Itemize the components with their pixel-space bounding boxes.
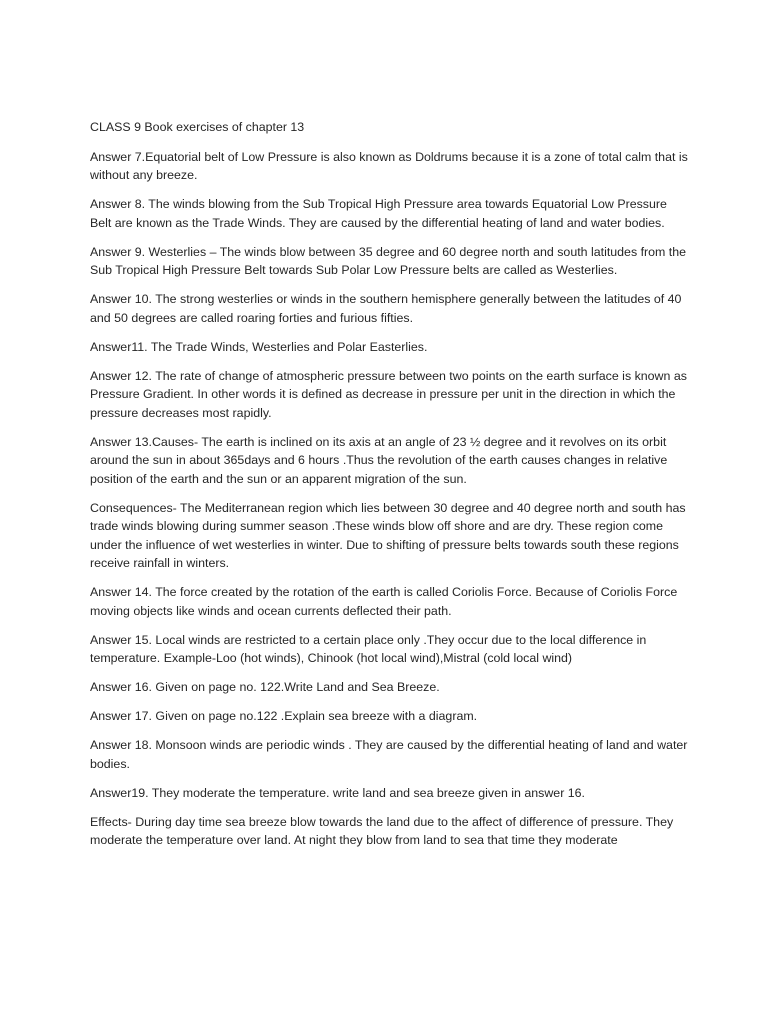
answer-7-paragraph: Answer 7.Equatorial belt of Low Pressure is also known as Doldrums because it is a zone of total calm that is without any breeze. bbox=[90, 149, 688, 182]
answer-14-paragraph: Answer 14. The force created by the rotation of the earth is called Coriolis Force. Because of Coriolis Force moving objects like winds and ocean currents deflected their path. bbox=[90, 585, 678, 618]
effects-paragraph: Effects- During day time sea breeze blow towards the land due to the affect of difference of pressure. They moderate the temperature over land. At night they blow from land to sea that time they moderate bbox=[90, 814, 674, 847]
answer-8-paragraph: Answer 8. The winds blowing from the Sub Tropical High Pressure area towards Equatorial Low Pressure Belt are known as the Trade Winds. They are caused by the differential heating of land and water bodies. bbox=[90, 197, 667, 230]
document-body bbox=[90, 118, 690, 860]
document-title: CLASS 9 Book exercises of chapter 13 bbox=[90, 120, 305, 134]
answer-18-paragraph: Answer 18. Monsoon winds are periodic winds . They are caused by the differential heating of land and water bodies. bbox=[90, 738, 688, 771]
answer-11-paragraph: Answer11. The Trade Winds, Westerlies and Polar Easterlies. bbox=[90, 339, 428, 354]
answer-19-paragraph: Answer19. They moderate the temperature. write land and sea breeze given in answer 16. bbox=[90, 785, 585, 800]
answer-12-paragraph: Answer 12. The rate of change of atmospheric pressure between two points on the earth surface is known as Pressure Gradient. In other words it is defined as decrease in pressure per unit in the direction in which the pressure decreases most rapidly. bbox=[90, 368, 687, 420]
answer-10-paragraph: Answer 10. The strong westerlies or winds in the southern hemisphere generally between the latitudes of 40 and 50 degrees are called roaring forties and furious fifties. bbox=[90, 292, 682, 325]
answer-17-paragraph: Answer 17. Given on page no.122 .Explain sea breeze with a diagram. bbox=[90, 709, 478, 723]
answer-13-paragraph: Answer 13.Causes- The earth is inclined on its axis at an angle of 23 ½ degree and it revolves on its orbit around the sun in about 365days and 6 hours .Thus the revolution of the earth causes changes in relative position of the earth and the sun or an apparent migration of the sun. bbox=[90, 434, 668, 486]
consequences-paragraph: Consequences- The Mediterranean region which lies between 30 degree and 40 degree north and south has trade winds blowing during summer season .These winds blow off shore and are dry. These region come under the influence of wet westerlies in winter. Due to shifting of pressure belts towards south these regions receive rainfall in winters. bbox=[90, 500, 686, 570]
answer-15-paragraph: Answer 15. Local winds are restricted to a certain place only .They occur due to the local difference in temperature. Example-Loo (hot winds), Chinook (hot local wind),Mistral (cold local wind) bbox=[90, 632, 647, 665]
answer-16-paragraph: Answer 16. Given on page no. 122.Write Land and Sea Breeze. bbox=[90, 680, 440, 694]
answer-9-paragraph: Answer 9. Westerlies – The winds blow between 35 degree and 60 degree north and south latitudes from the Sub Tropical High Pressure Belt towards Sub Polar Low Pressure belts are called as Westerlies. bbox=[90, 244, 687, 277]
